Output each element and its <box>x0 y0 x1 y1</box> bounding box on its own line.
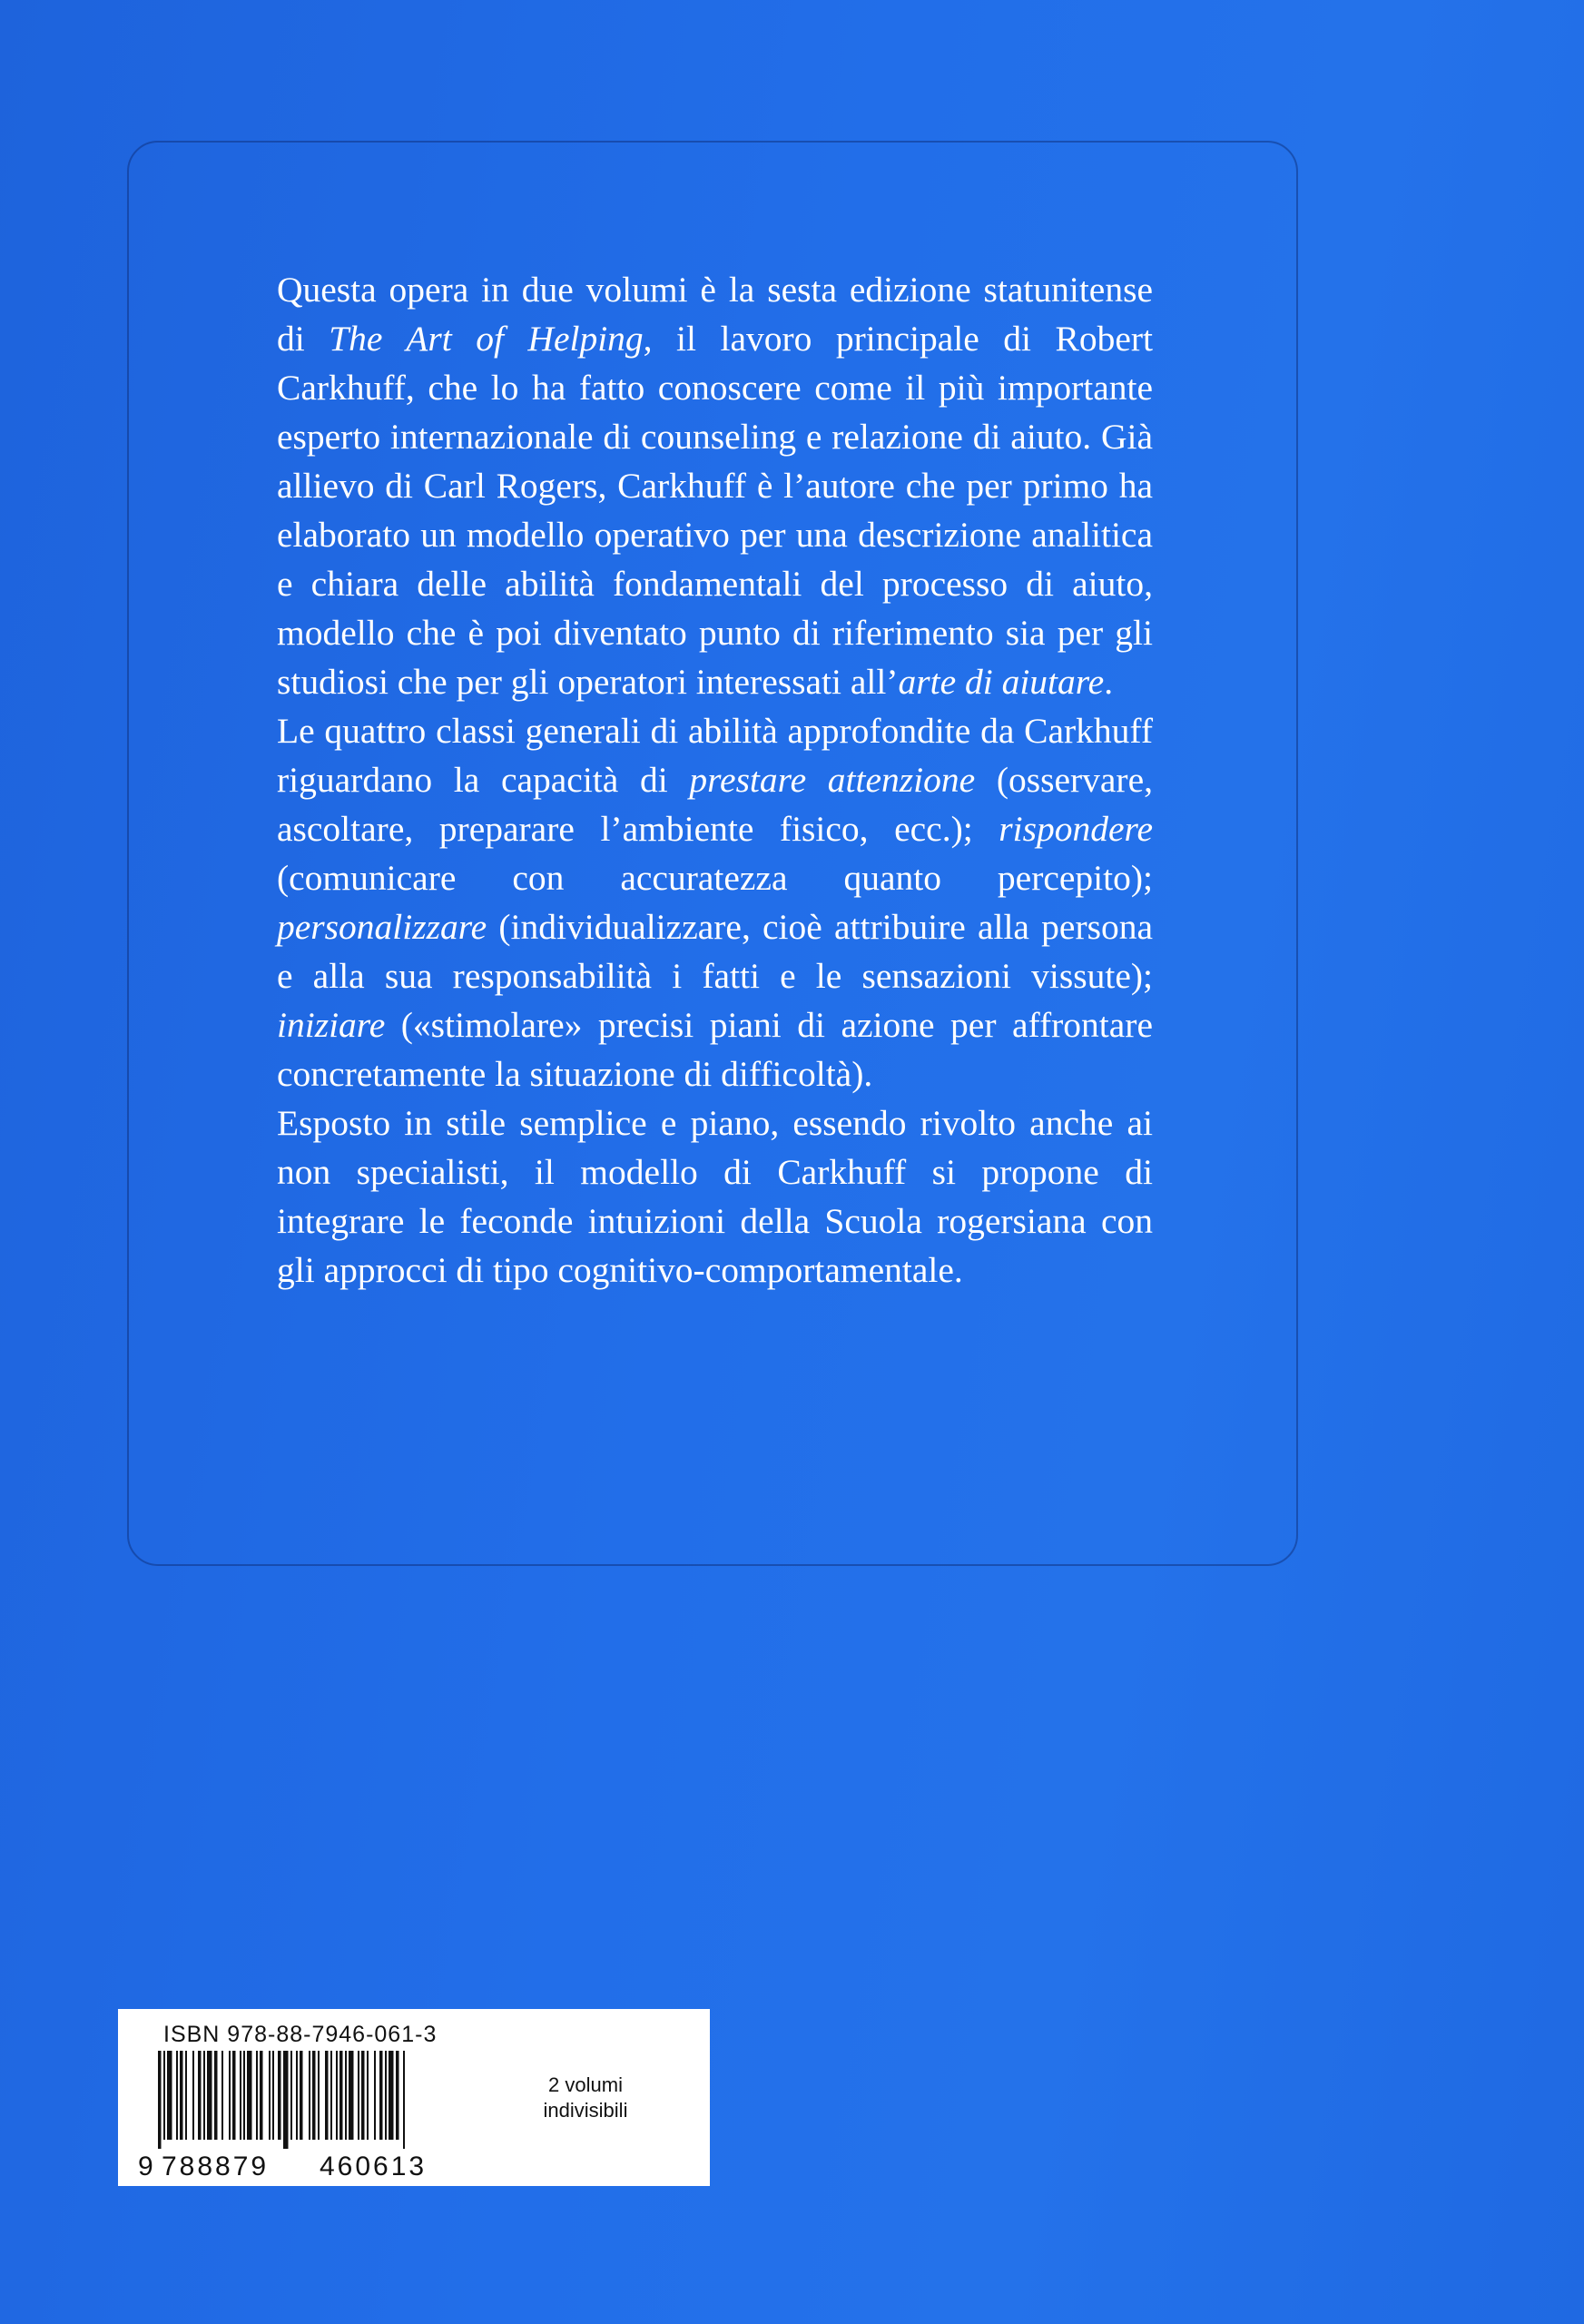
isbn-number: ISBN 978-88-7946-061-3 <box>163 2022 438 2047</box>
barcode-bar <box>260 2051 263 2140</box>
barcode-bar <box>309 2051 310 2140</box>
barcode-bar <box>203 2051 205 2140</box>
isbn-barcode-label <box>118 2009 710 2186</box>
barcode-bar <box>207 2051 212 2140</box>
barcode-bar <box>403 2051 405 2149</box>
barcode-bar <box>192 2051 194 2140</box>
barcode-bar <box>176 2051 178 2140</box>
barcode-bar <box>385 2051 387 2140</box>
barcode-bar <box>221 2051 223 2140</box>
barcode-bar <box>278 2051 281 2140</box>
blurb-paragraph-2: Le quattro classi generali di abilità approfondite da Carkhuff riguardano la capacità di prestare attenzione (osservare, ascoltare, preparare l’ambiente fisico, ecc.); rispondere (comunicare con accuratezza quanto percepito); personalizzare (individualizzare, cioè attribuire alla persona e alla sua responsabilità i fatti e le sensazioni vissute); iniziare («stimolare» precisi piani di azione per affrontare concretamente la situazione di difficoltà). <box>277 711 1153 1094</box>
barcode-bar <box>318 2051 320 2140</box>
barcode-bar <box>349 2051 354 2140</box>
book-title-italic: The Art of Helping <box>329 319 644 359</box>
skill-iniziare: iniziare <box>277 1005 386 1045</box>
barcode-bar <box>247 2051 252 2140</box>
barcode-bar <box>389 2051 394 2140</box>
skill-prestare-attenzione: prestare attenzione <box>689 760 976 800</box>
barcode-digits-left: 788879 <box>162 2152 270 2181</box>
volumes-note-line-1: 2 volumi <box>548 2073 623 2096</box>
barcode-digit-first: 9 <box>138 2152 153 2181</box>
barcode-bar <box>379 2051 383 2140</box>
barcode-bar <box>158 2051 162 2149</box>
barcode-bar <box>180 2051 183 2140</box>
barcode-bar <box>240 2051 241 2140</box>
barcode-bar <box>269 2051 271 2140</box>
barcode-digits-right: 460613 <box>320 2152 428 2181</box>
barcode-bar <box>167 2051 172 2140</box>
barcode-bar <box>198 2051 202 2140</box>
barcode-bar <box>361 2051 365 2140</box>
skill-personalizzare: personalizzare <box>277 907 487 947</box>
barcode-bar <box>214 2051 218 2140</box>
barcode-bar <box>243 2051 245 2140</box>
barcode-bar <box>336 2051 338 2140</box>
barcode-bar <box>396 2051 399 2140</box>
barcode-bar <box>367 2051 369 2140</box>
barcode-bars <box>158 2051 405 2149</box>
barcode-bar <box>272 2051 274 2140</box>
barcode-bar <box>229 2051 231 2140</box>
barcode-bar <box>163 2051 165 2140</box>
barcode-bar <box>256 2051 258 2140</box>
back-cover-blurb <box>277 265 1153 1295</box>
barcode-bar <box>290 2051 292 2140</box>
volumes-note <box>531 2073 640 2123</box>
barcode-bar <box>232 2051 236 2140</box>
blurb-paragraph-3: Esposto in stile semplice e piano, essendo rivolto anche ai non specialisti, il modello di Carkhuff si propone di integrare le feconde intuizioni della Scuola rogersiana con gli approcci di tipo cognitivo-comportamentale. <box>277 1103 1153 1290</box>
barcode-bar <box>300 2051 303 2140</box>
barcode-bar <box>345 2051 347 2140</box>
barcode-bar <box>339 2051 343 2140</box>
barcode-bar <box>358 2051 359 2140</box>
barcode-bar <box>283 2051 289 2149</box>
barcode-bar <box>330 2051 332 2140</box>
blurb-paragraph-1: Questa opera in due volumi è la sesta edizione statunitense di The Art of Helping, il lavoro principale di Robert Carkhuff, che lo ha fatto conoscere come il più importante esperto internazionale di counseling e relazione di aiuto. Già allievo di Carl Rogers, Carkhuff è l’autore che per primo ha elaborato un modello operativo per una descrizione analitica e chiara delle abilità fondamentali del processo di aiuto, modello che è poi diventato punto di riferimento sia per gli studiosi che per gli operatori interessati all’arte di aiutare. <box>277 270 1153 702</box>
arte-di-aiutare-italic: arte di aiutare <box>898 662 1105 702</box>
volumes-note-line-2: indivisibili <box>543 2099 628 2122</box>
barcode-bar <box>374 2051 376 2140</box>
barcode-bar <box>296 2051 298 2140</box>
barcode-bar <box>325 2051 329 2140</box>
barcode-bar <box>185 2051 187 2140</box>
skill-rispondere: rispondere <box>999 809 1153 849</box>
barcode-bar <box>312 2051 316 2140</box>
